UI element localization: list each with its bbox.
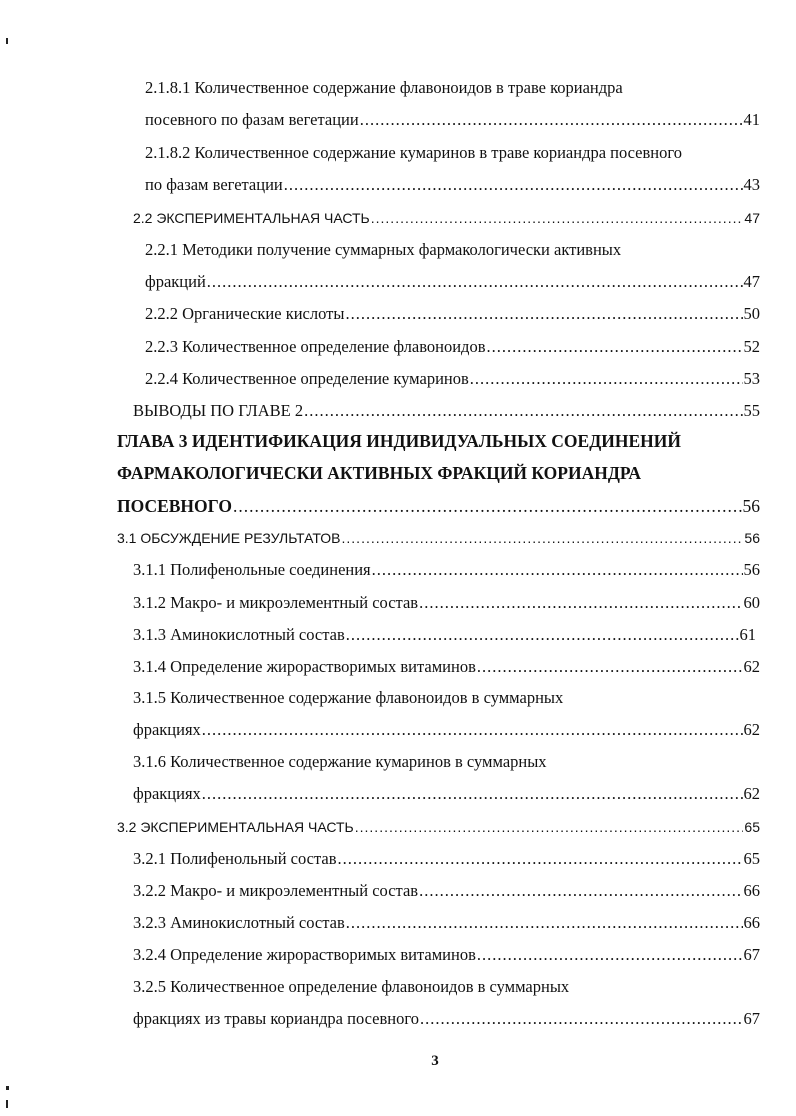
toc-entry-chapter3[interactable] (117, 496, 760, 518)
toc-entry-text: 3.2.3 Аминокислотный состав (133, 913, 345, 932)
toc-entry-2-1-8-2-line1: 2.1.8.2 Количественное содержание кумаринов в траве кориандра посевного (145, 143, 682, 162)
toc-entry-text: 3.1.3 Аминокислотный состав (133, 625, 345, 644)
toc-entry-text: фракциях из травы кориандра посевного (133, 1009, 419, 1028)
scan-artifact (6, 38, 8, 44)
toc-entry-3-1-2[interactable] (133, 593, 760, 615)
toc-entry-2-2-3[interactable] (145, 337, 760, 359)
toc-page-number: 50 (743, 304, 760, 323)
toc-chapter3-line2: ФАРМАКОЛОГИЧЕСКИ АКТИВНЫХ ФРАКЦИЙ КОРИАНДРА (117, 463, 641, 483)
toc-page-number: 56 (743, 560, 760, 579)
dot-leader (342, 528, 744, 548)
dot-leader (345, 304, 742, 324)
toc-page-number: 55 (743, 401, 760, 420)
toc-entry-3-1-6-line1: 3.1.6 Количественное содержание кумаринов в суммарных (133, 752, 547, 771)
toc-entry-text: фракциях (133, 720, 201, 739)
toc-entry-text: 2.2.3 Количественное определение флавоноидов (145, 337, 486, 356)
toc-entry-text: ВЫВОДЫ ПО ГЛАВЕ 2 (133, 401, 304, 420)
toc-entry-3-2-1[interactable] (133, 849, 760, 871)
page-number: 3 (431, 1053, 439, 1069)
toc-entry-text: 3.1 ОБСУЖДЕНИЕ РЕЗУЛЬТАТОВ (117, 530, 341, 546)
toc-entry-text: 3.2.1 Полифенольный состав (133, 849, 337, 868)
dot-leader (477, 945, 743, 965)
toc-entry-text: 2.2.4 Количественное определение кумаринов (145, 369, 469, 388)
toc-entry-text: посевного по фазам вегетации (145, 110, 359, 129)
toc-entry-3-1-6[interactable] (133, 784, 760, 806)
toc-page-number: 53 (743, 369, 760, 388)
toc-entry-3-2-2[interactable] (133, 881, 760, 903)
toc-entry-text: 3.1.1 Полифенольные соединения (133, 560, 371, 579)
toc-entry-3-2-5[interactable] (133, 1009, 760, 1031)
toc-entry-text: 3.2.4 Определение жирорастворимых витаминов (133, 945, 476, 964)
toc-entry-text: по фазам вегетации (145, 175, 283, 194)
dot-leader (207, 272, 743, 292)
toc-page-number: 61 (739, 625, 756, 644)
toc-page-number: 56 (744, 530, 760, 546)
toc-entry-2-2-4[interactable] (145, 369, 760, 391)
toc-page-number: 67 (743, 1009, 760, 1028)
toc-entry-text: 3.2 ЭКСПЕРИМЕНТАЛЬНАЯ ЧАСТЬ (117, 819, 354, 835)
toc-page-number: 62 (743, 657, 760, 676)
toc-entry-text: ПОСЕВНОГО (117, 496, 232, 516)
toc-entry-text: 3.2.2 Макро- и микроэлементный состав (133, 881, 419, 900)
dot-leader (304, 401, 742, 421)
dot-leader (202, 720, 743, 740)
toc-page-number: 62 (743, 720, 760, 739)
toc-entry-2-2-2[interactable] (145, 304, 760, 326)
toc-page-number: 66 (743, 913, 760, 932)
toc-entry-3-1-5-line1: 3.1.5 Количественное содержание флавоноидов в суммарных (133, 688, 564, 707)
toc-entry-3-1[interactable] (117, 528, 760, 550)
dot-leader (346, 913, 743, 933)
toc-page-number: 62 (743, 784, 760, 803)
toc-entry-2-1-8-2[interactable] (145, 175, 760, 197)
toc-entry-text: 2.2.2 Органические кислоты (145, 304, 345, 323)
toc-entry-3-2-4[interactable] (133, 945, 760, 967)
dot-leader (486, 337, 742, 357)
toc-page-number: 66 (743, 881, 760, 900)
toc-page-number: 47 (743, 272, 760, 291)
toc-page-number: 56 (742, 496, 760, 516)
toc-entry-2-2[interactable] (133, 208, 760, 230)
toc-entry-2-1-8-1[interactable] (145, 110, 760, 132)
toc-entry-text: фракций (145, 272, 206, 291)
dot-leader (337, 849, 742, 869)
dot-leader (346, 625, 739, 645)
toc-entry-3-1-1[interactable] (133, 560, 760, 582)
scan-artifact (6, 1100, 8, 1108)
dot-leader (419, 881, 742, 901)
toc-page-number: 65 (744, 819, 760, 835)
dot-leader (371, 208, 744, 228)
toc-entry-3-1-4[interactable] (133, 657, 760, 679)
toc-entry-3-2-3[interactable] (133, 913, 760, 935)
toc-page-number: 60 (743, 593, 760, 612)
toc-entry-text: фракциях (133, 784, 201, 803)
toc-entry-3-1-3[interactable] (133, 625, 756, 647)
toc-entry-2-2-1[interactable] (145, 272, 760, 294)
toc-entry-chapter2-conclusions[interactable] (133, 401, 760, 423)
dot-leader (420, 1009, 743, 1029)
dot-leader (360, 110, 743, 130)
toc-page-number: 65 (743, 849, 760, 868)
dot-leader (284, 175, 743, 195)
dot-leader (477, 657, 743, 677)
dot-leader (202, 784, 743, 804)
dot-leader (419, 593, 742, 613)
dot-leader (470, 369, 743, 389)
toc-entry-2-2-1-line1: 2.2.1 Методики получение суммарных фармакологически активных (145, 240, 622, 259)
dot-leader (372, 560, 743, 580)
toc-page-number: 47 (744, 210, 760, 226)
toc-entry-3-1-5[interactable] (133, 720, 760, 742)
toc-entry-3-2[interactable] (117, 817, 760, 839)
toc-entry-3-2-5-line1: 3.2.5 Количественное определение флавоноидов в суммарных (133, 977, 570, 996)
dot-leader (233, 496, 742, 516)
toc-entry-text: 3.1.4 Определение жирорастворимых витаминов (133, 657, 476, 676)
toc-entry-2-1-8-1-line1: 2.1.8.1 Количественное содержание флавоноидов в траве кориандра (145, 78, 623, 97)
toc-entry-text: 2.2 ЭКСПЕРИМЕНТАЛЬНАЯ ЧАСТЬ (133, 210, 370, 226)
toc-page-number: 41 (743, 110, 760, 129)
scan-artifact (6, 1086, 9, 1090)
toc-chapter3-line1: ГЛАВА 3 ИДЕНТИФИКАЦИЯ ИНДИВИДУАЛЬНЫХ СОЕДИНЕНИЙ (117, 431, 681, 451)
dot-leader (355, 817, 744, 837)
toc-page-number: 52 (743, 337, 760, 356)
toc-page-number: 67 (743, 945, 760, 964)
toc-entry-text: 3.1.2 Макро- и микроэлементный состав (133, 593, 419, 612)
toc-page-number: 43 (743, 175, 760, 194)
